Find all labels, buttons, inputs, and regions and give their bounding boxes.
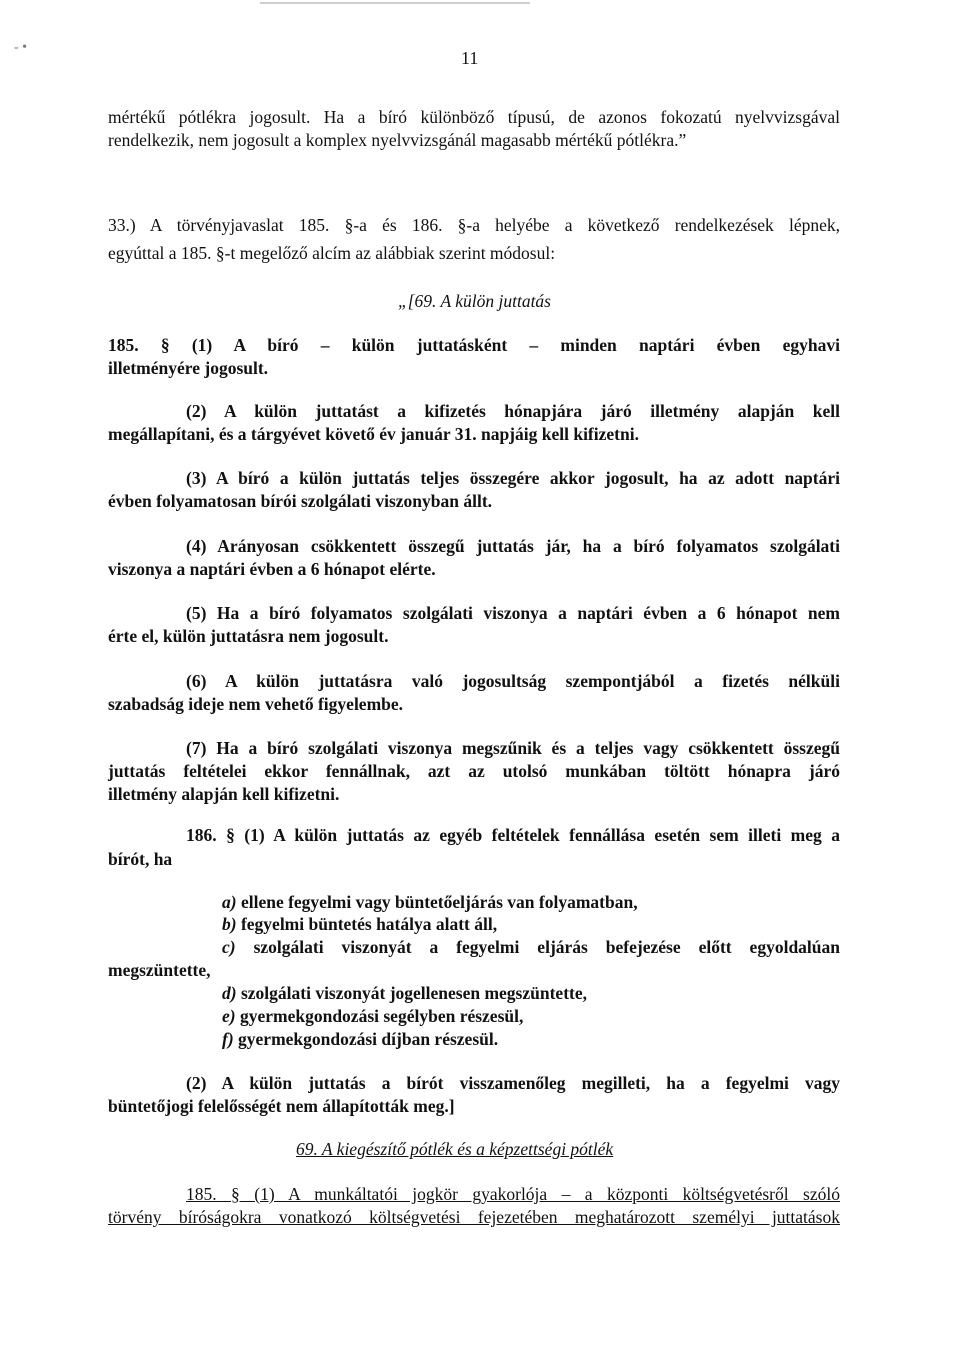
scan-artifact-dots: - •: [14, 40, 28, 55]
s185-p1-line-1: 185. § (1) A bíró – külön juttatásként – minden naptári évben egyhavi: [108, 335, 840, 355]
s185-p2-line-1: (2) A külön juttatást a kifizetés hónapjára járó illetmény alapján kell: [186, 401, 840, 421]
s186-item-c: c) szolgálati viszonyát a fegyelmi eljárás befejezése előtt egyoldalúan: [222, 937, 840, 957]
s186-item-b: b) fegyelmi büntetés hatálya alatt áll,: [222, 914, 498, 934]
s186-p1-line-2: bírót, ha: [108, 849, 173, 869]
intro-line-1: mértékű pótlékra jogosult. Ha a bíró különböző típusú, de azonos fokozatú nyelvvizsgával: [108, 107, 840, 127]
s185-p6-line-2: szabadság ideje nem vehető figyelembe.: [108, 694, 404, 714]
s186-item-f: f) gyermekgondozási díjban részesül.: [222, 1029, 499, 1049]
s185-p3-line-2: évben folyamatosan bírói szolgálati viszonyban állt.: [108, 491, 493, 511]
s186-item-a: a) ellene fegyelmi vagy büntetőeljárás van folyamatban,: [222, 892, 638, 912]
final-line-1: 185. § (1) A munkáltatói jogkör gyakorlója – a központi költségvetésről szóló: [186, 1184, 840, 1204]
s185-p5-line-1: (5) Ha a bíró folyamatos szolgálati viszonya a naptári évben a 6 hónapot nem: [186, 603, 840, 623]
s186-item-d: d) szolgálati viszonyát jogellenesen megszüntette,: [222, 983, 587, 1003]
s186-p2-line-1: (2) A külön juttatás a bírót visszamenőleg megilleti, ha a fegyelmi vagy: [186, 1073, 840, 1093]
s185-p7-line-1: (7) Ha a bíró szolgálati viszonya megszűnik és a teljes vagy csökkentett összegű: [186, 738, 840, 758]
s185-p6-line-1: (6) A külön juttatásra való jogosultság szempontjából a fizetés nélküli: [186, 671, 840, 691]
s185-p7-line-3: illetmény alapján kell kifizetni.: [108, 784, 340, 804]
s186-item-c-continued: megszüntette,: [108, 960, 211, 980]
subtitle-kulon-juttatas: „[69. A külön juttatás: [398, 291, 551, 311]
s186-p2-line-2: büntetőjogi felelősségét nem állapították meg.]: [108, 1096, 455, 1116]
intro-line-2: rendelkezik, nem jogosult a komplex nyelvvizsgánál magasabb mértékű pótlékra.”: [108, 130, 687, 150]
final-line-2: törvény bíróságokra vonatkozó költségvetési fejezetében meghatározott személyi juttatások: [108, 1207, 840, 1227]
s185-p3-line-1: (3) A bíró a külön juttatás teljes összegére akkor jogosult, ha az adott naptári: [186, 468, 840, 488]
s185-p5-line-2: érte el, külön juttatásra nem jogosult.: [108, 626, 389, 646]
s186-p1-line-1: 186. § (1) A külön juttatás az egyéb feltételek fennállása esetén sem illeti meg a: [186, 825, 840, 845]
s185-p1-line-2: illetményére jogosult.: [108, 358, 269, 378]
s185-p4-line-1: (4) Arányosan csökkentett összegű juttatás jár, ha a bíró folyamatos szolgálati: [186, 536, 840, 556]
amendment-33-line-1: 33.) A törvényjavaslat 185. §-a és 186. §-a helyébe a következő rendelkezések lépnek,: [108, 215, 840, 235]
heading-69: 69. A kiegészítő pótlék és a képzettségi pótlék: [296, 1139, 614, 1159]
s186-item-e: e) gyermekgondozási segélyben részesül,: [222, 1006, 524, 1026]
s185-p7-line-2: juttatás feltételei ekkor fennállnak, azt az utolsó munkában töltött hónapra járó: [108, 761, 840, 781]
s185-p2-line-2: megállapítani, és a tárgyévet követő év január 31. napjáig kell kifizetni.: [108, 424, 639, 444]
amendment-33-line-2: egyúttal a 185. §-t megelőző alcím az alábbiak szerint módosul:: [108, 243, 556, 263]
scan-artifact-line: [260, 2, 530, 4]
page-number: 11: [461, 48, 479, 68]
s185-p4-line-2: viszonya a naptári évben a 6 hónapot elérte.: [108, 559, 436, 579]
